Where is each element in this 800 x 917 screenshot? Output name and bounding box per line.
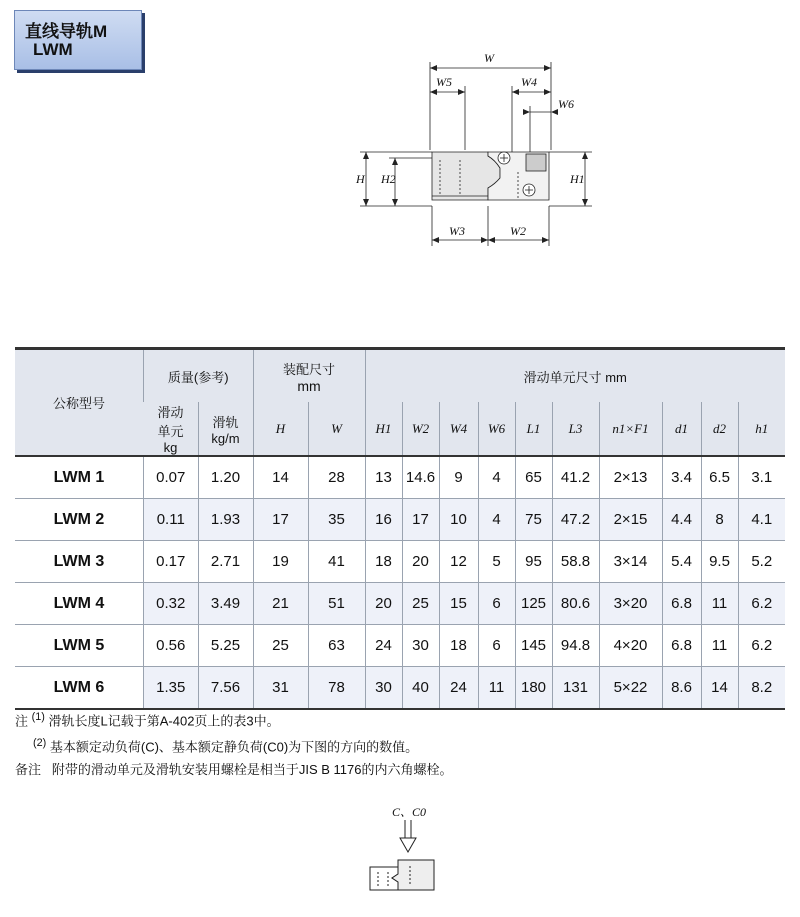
header-W6: W6 [478,402,515,456]
note-remark: 备注 附带的滑动单元及滑轨安装用螺栓是相当于JIS B 1176的内六角螺栓。 [15,761,453,777]
spec-table [15,347,785,710]
header-mass-block: 滑动 单元 kg [144,402,199,456]
label-W6: W6 [558,97,574,111]
header-L1: L1 [515,402,552,456]
load-direction-drawing [340,795,460,905]
label-H: H [356,172,365,186]
header-mass: 质量(参考) [144,349,254,403]
table-row: LWM 3 0.17 2.71 19 41 18 20 12 5 95 58.8 3×14 5.4 9.5 5.2 [15,541,785,583]
table-row: LWM 6 1.35 7.56 31 78 30 40 24 11 180 131 5×22 8.6 14 8.2 [15,667,785,710]
title-model: LWM [33,40,73,59]
header-assembly: 装配尺寸 mm [253,349,365,403]
header-d1: d1 [662,402,701,456]
table-row: LWM 4 0.32 3.49 21 51 20 25 15 6 125 80.6 3×20 6.8 11 6.2 [15,583,785,625]
label-W4: W4 [521,75,537,89]
notes [15,706,453,781]
label-W2: W2 [510,224,526,238]
header-mass-rail: 滑轨 kg/m [198,402,253,456]
dimension-drawing [340,40,600,260]
label-H2: H2 [381,172,396,186]
note-1: 注 $^{(1)}$ 滑轨长度L记载于第A-402页上的表3中。 [15,711,280,729]
header-H: H [253,402,308,456]
note-2: $^{(2)}$ 基本额定动负荷(C)、基本额定静负荷(C0)为下图的方向的数值。 [33,737,419,755]
header-H1: H1 [365,402,402,456]
label-H1: H1 [570,172,585,186]
load-label: C、C0 [392,805,427,819]
label-W5: W5 [436,75,452,89]
header-W: W [308,402,365,456]
header-L3: L3 [552,402,599,456]
header-model: 公称型号 [15,349,144,457]
table-row: LWM 2 0.11 1.93 17 35 16 17 10 4 75 47.2 2×15 4.4 8 4.1 [15,499,785,541]
header-W2: W2 [402,402,439,456]
table-row: LWM 1 0.07 1.20 14 28 13 14.6 9 4 65 41.2 2×13 3.4 6.5 3.1 [15,456,785,499]
section-title [14,10,142,70]
label-W: W [484,51,494,65]
header-d2: d2 [701,402,738,456]
title-chinese: 直线导轨M [25,22,108,41]
header-n1F1: n1×F1 [599,402,662,456]
header-W4: W4 [439,402,478,456]
label-W3: W3 [449,224,465,238]
table-row: LWM 5 0.56 5.25 25 63 24 30 18 6 145 94.8 4×20 6.8 11 6.2 [15,625,785,667]
header-block-dims: 滑动单元尺寸 mm [365,349,785,403]
header-h1: h1 [738,402,785,456]
